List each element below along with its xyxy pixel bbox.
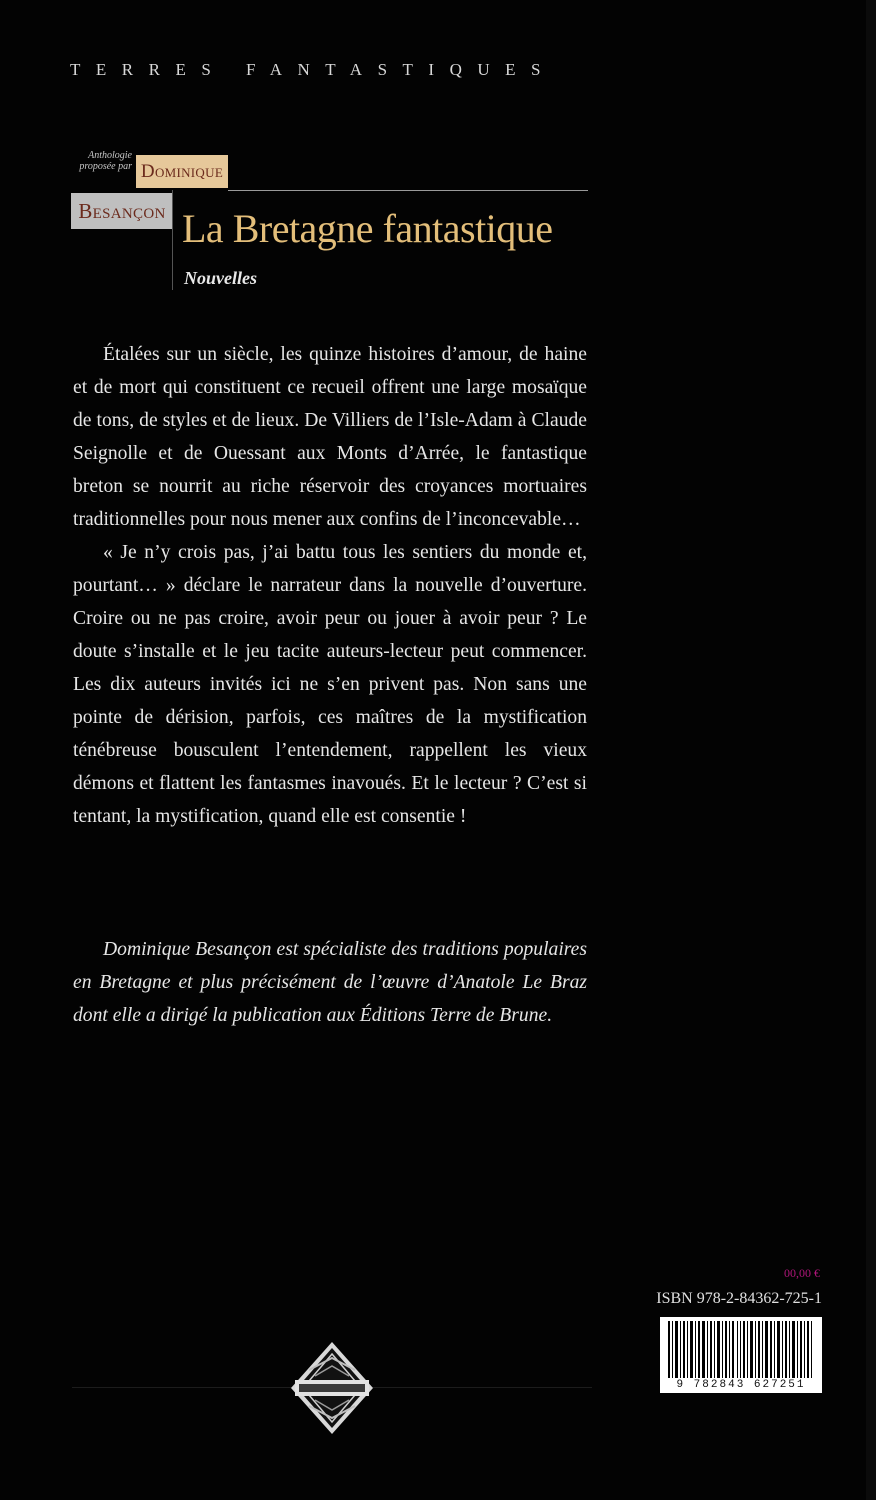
- anthology-label-line1: Anthologie: [88, 150, 132, 161]
- title-vertical-rule: [172, 190, 173, 290]
- cover-edge: [866, 0, 876, 1500]
- blurb: [73, 338, 587, 833]
- title-rule: [228, 190, 588, 191]
- isbn: ISBN 978-2-84362-725-1: [656, 1290, 822, 1307]
- price: 00,00 €: [784, 1266, 820, 1280]
- author-bio-text: Dominique Besançon est spécialiste des traditions populaires en Bretagne et plus précisément de l’œuvre d’Anatole Le Braz dont elle a dirigé la publication aux Éditions Terre de Brune.: [73, 939, 587, 1026]
- series-name: TERRES FANTASTIQUES: [70, 60, 556, 79]
- barcode-digits: 9 782843 627251: [660, 1378, 822, 1393]
- anthology-label-line2: proposée par: [79, 161, 132, 172]
- anthology-label: [70, 150, 132, 172]
- blurb-paragraph-1: Étalées sur un siècle, les quinze histoires d’amour, de haine et de mort qui constituent ce recueil offrent une large mosaïque de tons, de styles et de lieux. De Villiers de l’Isle-Adam à Claude Seignolle et de Ouessant aux Monts d’Arrée, le fantastique breton se nourrit au riche réservoir des croyances mortuaires traditionnelles pour nous mener aux confins de l’inconcevable…: [73, 344, 587, 530]
- author-bio: [73, 933, 587, 1032]
- book-genre: Nouvelles: [184, 268, 257, 288]
- publisher-diamond-logo-icon: [289, 1340, 375, 1436]
- blurb-paragraph-2: « Je n’y crois pas, j’ai battu tous les sentiers du monde et, pourtant… » déclare le narrateur dans la nouvelle d’ouverture. Croire ou ne pas croire, avoir peur ou jouer à avoir peur ? Le doute s’installe et le jeu tacite auteurs-lecteur peut commencer. Les dix auteurs invités ici ne s’en privent pas. Non sans une pointe de dérision, parfois, ces maîtres de la mystification ténébreuse bousculent l’entendement, rappellent les vieux démons et flattent les fantasmes inavoués. Et le lecteur ? C’est si tentant, la mystification, quand elle est consentie !: [73, 542, 587, 827]
- book-title: La Bretagne fantastique: [182, 206, 553, 251]
- author-last-name: Besançon: [71, 193, 173, 229]
- author-first-name: Dominique: [136, 155, 228, 188]
